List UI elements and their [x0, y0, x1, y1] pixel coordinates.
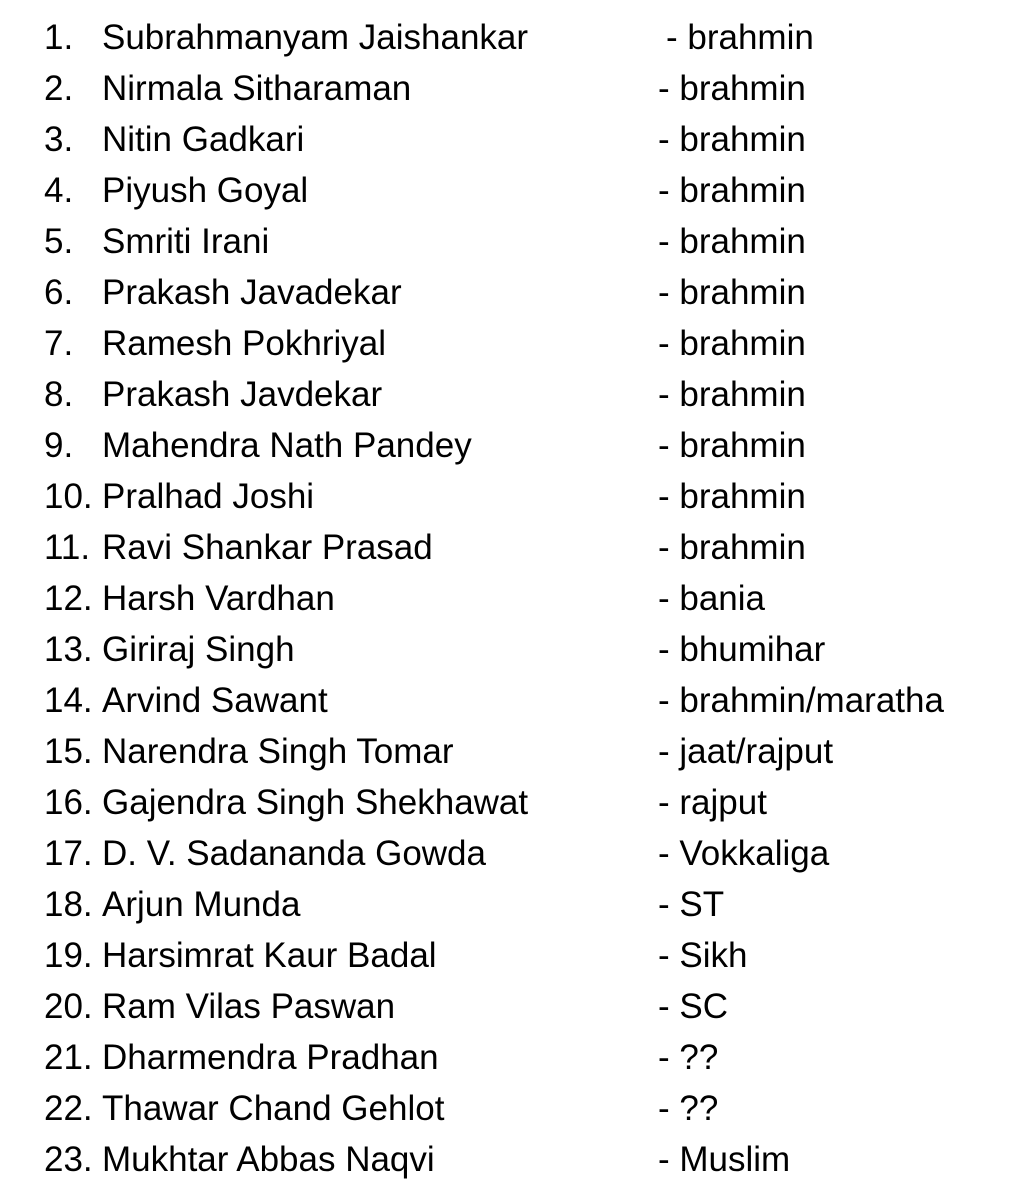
- item-name: Nirmala Sitharaman: [102, 69, 412, 108]
- item-name: Pralhad Joshi: [102, 477, 315, 516]
- list-item: [0, 675, 1016, 726]
- item-number: 2.: [44, 69, 74, 108]
- item-name: D. V. Sadananda Gowda: [102, 834, 486, 873]
- item-name: Harsimrat Kaur Badal: [102, 936, 437, 975]
- item-number: 13.: [44, 630, 93, 669]
- item-name: Arjun Munda: [102, 885, 301, 924]
- item-number: 20.: [44, 987, 93, 1026]
- list-item: [0, 1083, 1016, 1134]
- item-number: 22.: [44, 1089, 93, 1128]
- item-caste: - rajput: [658, 783, 767, 822]
- item-name: Mahendra Nath Pandey: [102, 426, 472, 465]
- item-caste: - SC: [658, 987, 728, 1026]
- item-number: 18.: [44, 885, 93, 924]
- item-number: 1.: [44, 18, 74, 57]
- item-number: 16.: [44, 783, 93, 822]
- item-caste: - Sikh: [658, 936, 748, 975]
- item-name: Ram Vilas Paswan: [102, 987, 396, 1026]
- item-caste: - brahmin: [658, 324, 806, 363]
- list-item: [0, 216, 1016, 267]
- item-name: Gajendra Singh Shekhawat: [102, 783, 529, 822]
- list-item: [0, 828, 1016, 879]
- item-caste: - ??: [658, 1089, 719, 1128]
- list-item: [0, 12, 1016, 63]
- item-name: Nitin Gadkari: [102, 120, 305, 159]
- item-name: Arvind Sawant: [102, 681, 328, 720]
- item-caste: - brahmin: [658, 375, 806, 414]
- item-caste: - brahmin: [666, 18, 814, 57]
- item-number: 10.: [44, 477, 93, 516]
- list-item: [0, 522, 1016, 573]
- item-number: 17.: [44, 834, 93, 873]
- item-name: Prakash Javdekar: [102, 375, 383, 414]
- item-number: 23.: [44, 1140, 93, 1179]
- item-name: Giriraj Singh: [102, 630, 295, 669]
- item-number: 4.: [44, 171, 74, 210]
- list-item: [0, 777, 1016, 828]
- list-item: [0, 879, 1016, 930]
- item-caste: - Vokkaliga: [658, 834, 830, 873]
- item-caste: - bania: [658, 579, 766, 618]
- item-number: 14.: [44, 681, 93, 720]
- item-caste: - jaat/rajput: [658, 732, 834, 771]
- list-item: [0, 624, 1016, 675]
- list-item: [0, 369, 1016, 420]
- item-caste: - brahmin: [658, 528, 806, 567]
- list-item: [0, 573, 1016, 624]
- item-number: 8.: [44, 375, 74, 414]
- list-item: [0, 165, 1016, 216]
- item-caste: - ST: [658, 885, 725, 924]
- item-caste: - brahmin: [658, 477, 806, 516]
- item-number: 19.: [44, 936, 93, 975]
- numbered-list: [0, 12, 1016, 1185]
- item-caste: - brahmin/maratha: [658, 681, 944, 720]
- item-name: Mukhtar Abbas Naqvi: [102, 1140, 435, 1179]
- item-caste: - brahmin: [658, 171, 806, 210]
- item-number: 7.: [44, 324, 74, 363]
- list-item: [0, 63, 1016, 114]
- item-caste: - Muslim: [658, 1140, 791, 1179]
- item-name: Narendra Singh Tomar: [102, 732, 454, 771]
- item-name: Ravi Shankar Prasad: [102, 528, 433, 567]
- item-number: 15.: [44, 732, 93, 771]
- item-name: Smriti Irani: [102, 222, 270, 261]
- item-number: 3.: [44, 120, 74, 159]
- item-caste: - brahmin: [658, 222, 806, 261]
- item-caste: - ??: [658, 1038, 719, 1077]
- list-item: [0, 981, 1016, 1032]
- item-number: 11.: [44, 528, 91, 567]
- item-caste: - brahmin: [658, 120, 806, 159]
- item-name: Thawar Chand Gehlot: [102, 1089, 445, 1128]
- item-name: Prakash Javadekar: [102, 273, 402, 312]
- item-caste: - brahmin: [658, 426, 806, 465]
- list-item: [0, 471, 1016, 522]
- item-number: 9.: [44, 426, 74, 465]
- item-number: 21.: [44, 1038, 93, 1077]
- item-caste: - brahmin: [658, 69, 806, 108]
- list-item: [0, 726, 1016, 777]
- list-item: [0, 1032, 1016, 1083]
- list-item: [0, 114, 1016, 165]
- item-caste: - bhumihar: [658, 630, 826, 669]
- item-number: 12.: [44, 579, 93, 618]
- list-item: [0, 1134, 1016, 1185]
- item-name: Subrahmanyam Jaishankar: [102, 18, 529, 57]
- item-name: Piyush Goyal: [102, 171, 309, 210]
- item-name: Dharmendra Pradhan: [102, 1038, 439, 1077]
- item-name: Ramesh Pokhriyal: [102, 324, 386, 363]
- item-caste: - brahmin: [658, 273, 806, 312]
- item-number: 6.: [44, 273, 74, 312]
- list-item: [0, 267, 1016, 318]
- list-item: [0, 318, 1016, 369]
- list-item: [0, 930, 1016, 981]
- list-item: [0, 420, 1016, 471]
- item-number: 5.: [44, 222, 74, 261]
- item-name: Harsh Vardhan: [102, 579, 335, 618]
